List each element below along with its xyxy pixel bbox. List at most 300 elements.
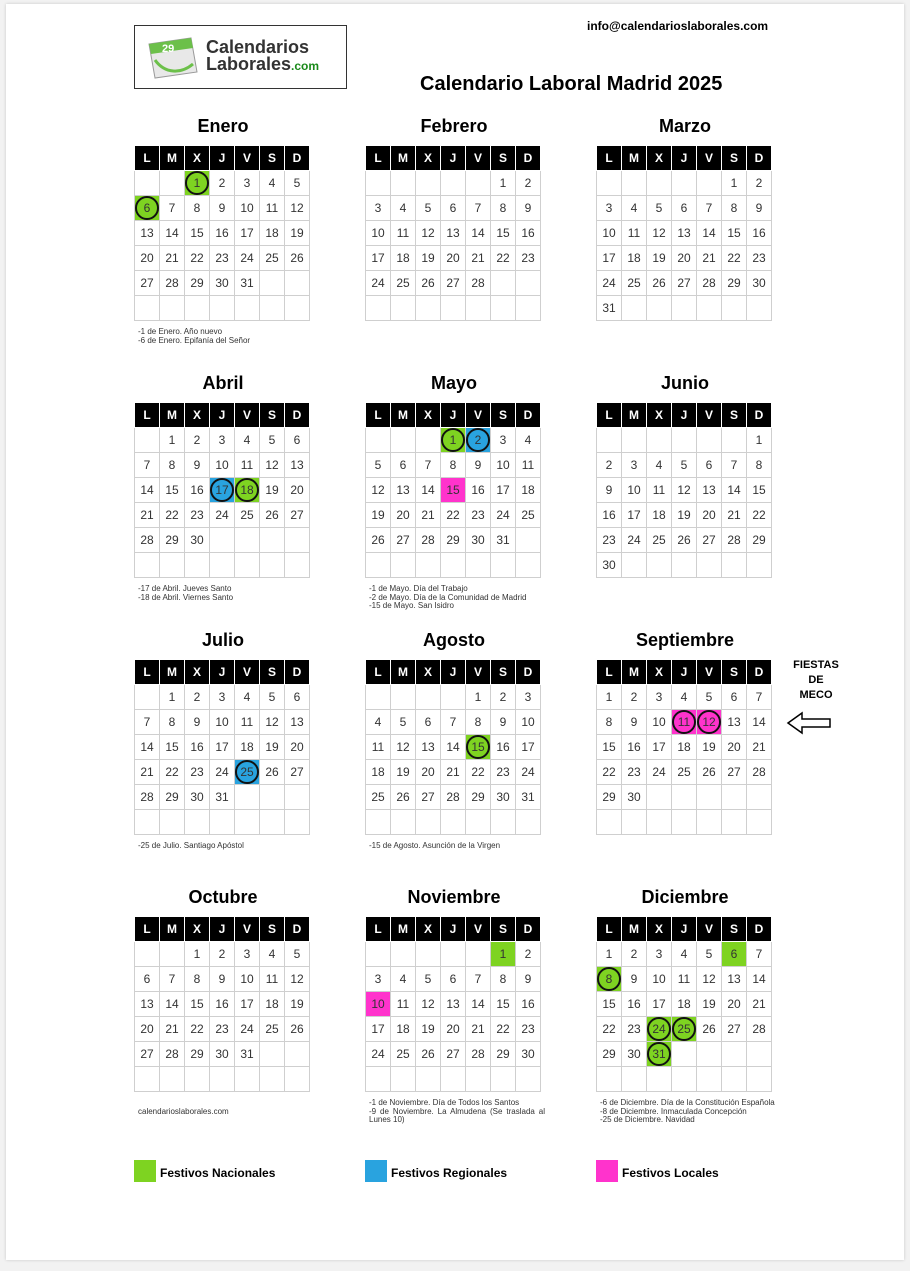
day-cell[interactable]: 23 — [622, 760, 647, 785]
day-cell[interactable]: 10 — [491, 453, 516, 478]
day-cell[interactable]: 23 — [516, 1017, 541, 1042]
day-cell[interactable]: 22 — [185, 246, 210, 271]
day-cell[interactable]: 22 — [441, 503, 466, 528]
day-cell[interactable]: 4 — [366, 710, 391, 735]
day-cell[interactable]: 12 — [697, 967, 722, 992]
day-cell[interactable]: 11 — [366, 735, 391, 760]
day-cell[interactable]: 15 — [160, 478, 185, 503]
day-cell[interactable]: 16 — [210, 992, 235, 1017]
day-cell[interactable]: 12 — [285, 967, 310, 992]
day-cell[interactable]: 26 — [285, 246, 310, 271]
day-cell[interactable]: 3 — [210, 685, 235, 710]
day-cell[interactable]: 26 — [285, 1017, 310, 1042]
day-cell[interactable]: 26 — [416, 1042, 441, 1067]
day-cell[interactable]: 6 — [285, 685, 310, 710]
day-cell[interactable]: 10 — [210, 710, 235, 735]
holiday-day-cell[interactable]: 17 — [210, 478, 235, 503]
day-cell[interactable]: 9 — [747, 196, 772, 221]
day-cell[interactable]: 10 — [235, 196, 260, 221]
day-cell[interactable]: 26 — [260, 503, 285, 528]
day-cell[interactable]: 9 — [516, 196, 541, 221]
day-cell[interactable]: 19 — [697, 735, 722, 760]
day-cell[interactable]: 27 — [391, 528, 416, 553]
day-cell[interactable]: 8 — [441, 453, 466, 478]
day-cell[interactable]: 13 — [441, 992, 466, 1017]
day-cell[interactable]: 22 — [185, 1017, 210, 1042]
day-cell[interactable]: 29 — [160, 528, 185, 553]
day-cell[interactable]: 3 — [622, 453, 647, 478]
day-cell[interactable]: 27 — [441, 1042, 466, 1067]
day-cell[interactable]: 25 — [235, 503, 260, 528]
day-cell[interactable]: 3 — [647, 685, 672, 710]
day-cell[interactable]: 30 — [185, 528, 210, 553]
day-cell[interactable]: 22 — [597, 760, 622, 785]
day-cell[interactable]: 19 — [366, 503, 391, 528]
day-cell[interactable]: 9 — [466, 453, 491, 478]
holiday-day-cell[interactable]: 24 — [647, 1017, 672, 1042]
day-cell[interactable]: 10 — [366, 221, 391, 246]
day-cell[interactable]: 2 — [597, 453, 622, 478]
day-cell[interactable]: 6 — [672, 196, 697, 221]
day-cell[interactable]: 6 — [722, 685, 747, 710]
day-cell[interactable]: 1 — [747, 428, 772, 453]
day-cell[interactable]: 27 — [416, 785, 441, 810]
day-cell[interactable]: 8 — [160, 710, 185, 735]
day-cell[interactable]: 23 — [210, 246, 235, 271]
day-cell[interactable]: 1 — [466, 685, 491, 710]
day-cell[interactable]: 18 — [516, 478, 541, 503]
day-cell[interactable]: 17 — [647, 735, 672, 760]
day-cell[interactable]: 4 — [622, 196, 647, 221]
day-cell[interactable]: 6 — [285, 428, 310, 453]
day-cell[interactable]: 11 — [391, 221, 416, 246]
day-cell[interactable]: 26 — [672, 528, 697, 553]
day-cell[interactable]: 25 — [622, 271, 647, 296]
day-cell[interactable]: 23 — [747, 246, 772, 271]
day-cell[interactable]: 21 — [441, 760, 466, 785]
day-cell[interactable]: 13 — [672, 221, 697, 246]
day-cell[interactable]: 25 — [672, 760, 697, 785]
day-cell[interactable]: 22 — [160, 503, 185, 528]
day-cell[interactable]: 16 — [210, 221, 235, 246]
day-cell[interactable]: 25 — [260, 1017, 285, 1042]
day-cell[interactable]: 21 — [466, 246, 491, 271]
day-cell[interactable]: 16 — [622, 992, 647, 1017]
day-cell[interactable]: 6 — [441, 967, 466, 992]
day-cell[interactable]: 15 — [722, 221, 747, 246]
day-cell[interactable]: 27 — [722, 760, 747, 785]
day-cell[interactable]: 27 — [285, 760, 310, 785]
day-cell[interactable]: 3 — [491, 428, 516, 453]
day-cell[interactable]: 8 — [722, 196, 747, 221]
day-cell[interactable]: 19 — [647, 246, 672, 271]
day-cell[interactable]: 29 — [466, 785, 491, 810]
day-cell[interactable]: 14 — [160, 992, 185, 1017]
day-cell[interactable]: 18 — [260, 221, 285, 246]
day-cell[interactable]: 27 — [135, 1042, 160, 1067]
day-cell[interactable]: 2 — [185, 428, 210, 453]
day-cell[interactable]: 26 — [416, 271, 441, 296]
holiday-day-cell[interactable]: 6 — [722, 942, 747, 967]
day-cell[interactable]: 3 — [235, 171, 260, 196]
day-cell[interactable]: 15 — [185, 221, 210, 246]
day-cell[interactable]: 28 — [416, 528, 441, 553]
day-cell[interactable]: 19 — [697, 992, 722, 1017]
day-cell[interactable]: 14 — [466, 992, 491, 1017]
day-cell[interactable]: 30 — [516, 1042, 541, 1067]
day-cell[interactable]: 22 — [722, 246, 747, 271]
day-cell[interactable]: 22 — [160, 760, 185, 785]
day-cell[interactable]: 11 — [235, 710, 260, 735]
holiday-day-cell[interactable]: 10 — [366, 992, 391, 1017]
day-cell[interactable]: 5 — [416, 196, 441, 221]
day-cell[interactable]: 6 — [441, 196, 466, 221]
day-cell[interactable]: 9 — [210, 967, 235, 992]
day-cell[interactable]: 5 — [672, 453, 697, 478]
day-cell[interactable]: 28 — [160, 1042, 185, 1067]
day-cell[interactable]: 22 — [747, 503, 772, 528]
day-cell[interactable]: 14 — [160, 221, 185, 246]
day-cell[interactable]: 21 — [466, 1017, 491, 1042]
day-cell[interactable]: 3 — [366, 196, 391, 221]
day-cell[interactable]: 5 — [285, 171, 310, 196]
day-cell[interactable]: 12 — [366, 478, 391, 503]
day-cell[interactable]: 20 — [135, 246, 160, 271]
day-cell[interactable]: 22 — [491, 1017, 516, 1042]
day-cell[interactable]: 13 — [285, 710, 310, 735]
day-cell[interactable]: 31 — [491, 528, 516, 553]
day-cell[interactable]: 1 — [160, 685, 185, 710]
day-cell[interactable]: 7 — [747, 685, 772, 710]
day-cell[interactable]: 28 — [747, 760, 772, 785]
day-cell[interactable]: 25 — [366, 785, 391, 810]
day-cell[interactable]: 29 — [597, 1042, 622, 1067]
day-cell[interactable]: 23 — [185, 503, 210, 528]
day-cell[interactable]: 7 — [441, 710, 466, 735]
day-cell[interactable]: 18 — [622, 246, 647, 271]
day-cell[interactable]: 19 — [672, 503, 697, 528]
day-cell[interactable]: 11 — [260, 196, 285, 221]
day-cell[interactable]: 19 — [416, 1017, 441, 1042]
day-cell[interactable]: 9 — [516, 967, 541, 992]
day-cell[interactable]: 24 — [210, 503, 235, 528]
day-cell[interactable]: 25 — [260, 246, 285, 271]
day-cell[interactable]: 17 — [491, 478, 516, 503]
day-cell[interactable]: 28 — [697, 271, 722, 296]
day-cell[interactable]: 27 — [672, 271, 697, 296]
day-cell[interactable]: 20 — [722, 992, 747, 1017]
day-cell[interactable]: 24 — [516, 760, 541, 785]
day-cell[interactable]: 20 — [441, 246, 466, 271]
day-cell[interactable]: 26 — [366, 528, 391, 553]
day-cell[interactable]: 22 — [491, 246, 516, 271]
day-cell[interactable]: 16 — [516, 221, 541, 246]
day-cell[interactable]: 3 — [647, 942, 672, 967]
day-cell[interactable]: 2 — [622, 685, 647, 710]
day-cell[interactable]: 15 — [597, 735, 622, 760]
day-cell[interactable]: 15 — [491, 221, 516, 246]
day-cell[interactable]: 10 — [597, 221, 622, 246]
day-cell[interactable]: 2 — [210, 942, 235, 967]
day-cell[interactable]: 26 — [260, 760, 285, 785]
day-cell[interactable]: 5 — [285, 942, 310, 967]
day-cell[interactable]: 23 — [210, 1017, 235, 1042]
holiday-day-cell[interactable]: 12 — [697, 710, 722, 735]
day-cell[interactable]: 20 — [285, 735, 310, 760]
day-cell[interactable]: 5 — [647, 196, 672, 221]
day-cell[interactable]: 15 — [491, 992, 516, 1017]
day-cell[interactable]: 4 — [516, 428, 541, 453]
day-cell[interactable]: 1 — [597, 942, 622, 967]
day-cell[interactable]: 5 — [697, 942, 722, 967]
holiday-day-cell[interactable]: 15 — [441, 478, 466, 503]
day-cell[interactable]: 28 — [722, 528, 747, 553]
day-cell[interactable]: 13 — [722, 967, 747, 992]
day-cell[interactable]: 28 — [160, 271, 185, 296]
day-cell[interactable]: 16 — [622, 735, 647, 760]
day-cell[interactable]: 17 — [647, 992, 672, 1017]
day-cell[interactable]: 30 — [622, 1042, 647, 1067]
day-cell[interactable]: 13 — [135, 992, 160, 1017]
day-cell[interactable]: 13 — [697, 478, 722, 503]
day-cell[interactable]: 20 — [672, 246, 697, 271]
day-cell[interactable]: 31 — [235, 271, 260, 296]
day-cell[interactable]: 7 — [160, 196, 185, 221]
day-cell[interactable]: 3 — [210, 428, 235, 453]
day-cell[interactable]: 14 — [697, 221, 722, 246]
day-cell[interactable]: 20 — [722, 735, 747, 760]
day-cell[interactable]: 27 — [285, 503, 310, 528]
day-cell[interactable]: 26 — [697, 760, 722, 785]
day-cell[interactable]: 2 — [747, 171, 772, 196]
day-cell[interactable]: 18 — [672, 992, 697, 1017]
day-cell[interactable]: 7 — [747, 942, 772, 967]
day-cell[interactable]: 13 — [285, 453, 310, 478]
day-cell[interactable]: 17 — [597, 246, 622, 271]
day-cell[interactable]: 20 — [416, 760, 441, 785]
day-cell[interactable]: 2 — [516, 942, 541, 967]
holiday-day-cell[interactable]: 6 — [135, 196, 160, 221]
holiday-day-cell[interactable]: 8 — [597, 967, 622, 992]
day-cell[interactable]: 21 — [722, 503, 747, 528]
holiday-day-cell[interactable]: 25 — [672, 1017, 697, 1042]
day-cell[interactable]: 30 — [622, 785, 647, 810]
day-cell[interactable]: 27 — [135, 271, 160, 296]
day-cell[interactable]: 9 — [597, 478, 622, 503]
day-cell[interactable]: 12 — [285, 196, 310, 221]
day-cell[interactable]: 17 — [516, 735, 541, 760]
day-cell[interactable]: 17 — [622, 503, 647, 528]
day-cell[interactable]: 4 — [647, 453, 672, 478]
day-cell[interactable]: 15 — [185, 992, 210, 1017]
day-cell[interactable]: 14 — [747, 710, 772, 735]
day-cell[interactable]: 24 — [210, 760, 235, 785]
day-cell[interactable]: 2 — [185, 685, 210, 710]
day-cell[interactable]: 19 — [260, 735, 285, 760]
day-cell[interactable]: 7 — [416, 453, 441, 478]
day-cell[interactable]: 1 — [160, 428, 185, 453]
holiday-day-cell[interactable]: 1 — [491, 942, 516, 967]
day-cell[interactable]: 29 — [747, 528, 772, 553]
day-cell[interactable]: 9 — [622, 710, 647, 735]
day-cell[interactable]: 15 — [747, 478, 772, 503]
day-cell[interactable]: 13 — [416, 735, 441, 760]
day-cell[interactable]: 23 — [622, 1017, 647, 1042]
holiday-day-cell[interactable]: 11 — [672, 710, 697, 735]
holiday-day-cell[interactable]: 18 — [235, 478, 260, 503]
day-cell[interactable]: 31 — [210, 785, 235, 810]
day-cell[interactable]: 28 — [466, 271, 491, 296]
day-cell[interactable]: 16 — [466, 478, 491, 503]
day-cell[interactable]: 12 — [260, 453, 285, 478]
day-cell[interactable]: 24 — [597, 271, 622, 296]
day-cell[interactable]: 18 — [672, 735, 697, 760]
day-cell[interactable]: 3 — [597, 196, 622, 221]
day-cell[interactable]: 14 — [747, 967, 772, 992]
day-cell[interactable]: 30 — [597, 553, 622, 578]
day-cell[interactable]: 10 — [647, 967, 672, 992]
day-cell[interactable]: 11 — [391, 992, 416, 1017]
day-cell[interactable]: 9 — [622, 967, 647, 992]
day-cell[interactable]: 21 — [160, 1017, 185, 1042]
day-cell[interactable]: 10 — [622, 478, 647, 503]
holiday-day-cell[interactable]: 1 — [441, 428, 466, 453]
day-cell[interactable]: 21 — [416, 503, 441, 528]
day-cell[interactable]: 17 — [366, 1017, 391, 1042]
day-cell[interactable]: 13 — [391, 478, 416, 503]
day-cell[interactable]: 28 — [135, 528, 160, 553]
day-cell[interactable]: 22 — [597, 1017, 622, 1042]
day-cell[interactable]: 8 — [185, 196, 210, 221]
day-cell[interactable]: 24 — [647, 760, 672, 785]
day-cell[interactable]: 4 — [235, 428, 260, 453]
holiday-day-cell[interactable]: 15 — [466, 735, 491, 760]
day-cell[interactable]: 2 — [622, 942, 647, 967]
day-cell[interactable]: 20 — [441, 1017, 466, 1042]
day-cell[interactable]: 10 — [235, 967, 260, 992]
holiday-day-cell[interactable]: 2 — [466, 428, 491, 453]
day-cell[interactable]: 25 — [391, 1042, 416, 1067]
day-cell[interactable]: 16 — [597, 503, 622, 528]
day-cell[interactable]: 6 — [135, 967, 160, 992]
holiday-day-cell[interactable]: 31 — [647, 1042, 672, 1067]
day-cell[interactable]: 24 — [366, 271, 391, 296]
day-cell[interactable]: 12 — [391, 735, 416, 760]
day-cell[interactable]: 27 — [441, 271, 466, 296]
day-cell[interactable]: 18 — [391, 1017, 416, 1042]
day-cell[interactable]: 30 — [210, 271, 235, 296]
day-cell[interactable]: 10 — [516, 710, 541, 735]
day-cell[interactable]: 24 — [235, 246, 260, 271]
day-cell[interactable]: 25 — [516, 503, 541, 528]
day-cell[interactable]: 12 — [260, 710, 285, 735]
day-cell[interactable]: 1 — [597, 685, 622, 710]
day-cell[interactable]: 12 — [647, 221, 672, 246]
day-cell[interactable]: 11 — [622, 221, 647, 246]
day-cell[interactable]: 18 — [391, 246, 416, 271]
day-cell[interactable]: 20 — [135, 1017, 160, 1042]
day-cell[interactable]: 15 — [160, 735, 185, 760]
day-cell[interactable]: 6 — [697, 453, 722, 478]
day-cell[interactable]: 12 — [416, 992, 441, 1017]
day-cell[interactable]: 29 — [597, 785, 622, 810]
day-cell[interactable]: 4 — [391, 196, 416, 221]
day-cell[interactable]: 25 — [391, 271, 416, 296]
day-cell[interactable]: 3 — [366, 967, 391, 992]
day-cell[interactable]: 1 — [722, 171, 747, 196]
day-cell[interactable]: 29 — [491, 1042, 516, 1067]
day-cell[interactable]: 3 — [235, 942, 260, 967]
day-cell[interactable]: 8 — [466, 710, 491, 735]
day-cell[interactable]: 8 — [747, 453, 772, 478]
day-cell[interactable]: 26 — [647, 271, 672, 296]
day-cell[interactable]: 18 — [260, 992, 285, 1017]
day-cell[interactable]: 11 — [672, 967, 697, 992]
day-cell[interactable]: 12 — [416, 221, 441, 246]
day-cell[interactable]: 19 — [285, 221, 310, 246]
day-cell[interactable]: 9 — [185, 453, 210, 478]
day-cell[interactable]: 13 — [441, 221, 466, 246]
day-cell[interactable]: 9 — [185, 710, 210, 735]
day-cell[interactable]: 23 — [597, 528, 622, 553]
day-cell[interactable]: 23 — [466, 503, 491, 528]
day-cell[interactable]: 5 — [697, 685, 722, 710]
day-cell[interactable]: 18 — [647, 503, 672, 528]
day-cell[interactable]: 16 — [185, 735, 210, 760]
day-cell[interactable]: 16 — [516, 992, 541, 1017]
day-cell[interactable]: 14 — [135, 735, 160, 760]
day-cell[interactable]: 29 — [160, 785, 185, 810]
day-cell[interactable]: 11 — [516, 453, 541, 478]
day-cell[interactable]: 3 — [516, 685, 541, 710]
day-cell[interactable]: 29 — [185, 1042, 210, 1067]
day-cell[interactable]: 23 — [516, 246, 541, 271]
day-cell[interactable]: 4 — [672, 942, 697, 967]
day-cell[interactable]: 4 — [260, 171, 285, 196]
day-cell[interactable]: 15 — [597, 992, 622, 1017]
day-cell[interactable]: 2 — [516, 171, 541, 196]
day-cell[interactable]: 29 — [441, 528, 466, 553]
day-cell[interactable]: 5 — [416, 967, 441, 992]
day-cell[interactable]: 7 — [160, 967, 185, 992]
day-cell[interactable]: 28 — [441, 785, 466, 810]
day-cell[interactable]: 19 — [416, 246, 441, 271]
day-cell[interactable]: 7 — [466, 967, 491, 992]
day-cell[interactable]: 2 — [210, 171, 235, 196]
day-cell[interactable]: 6 — [391, 453, 416, 478]
day-cell[interactable]: 17 — [235, 992, 260, 1017]
day-cell[interactable]: 4 — [391, 967, 416, 992]
day-cell[interactable]: 1 — [491, 171, 516, 196]
day-cell[interactable]: 7 — [697, 196, 722, 221]
day-cell[interactable]: 7 — [135, 710, 160, 735]
day-cell[interactable]: 28 — [747, 1017, 772, 1042]
day-cell[interactable]: 8 — [491, 196, 516, 221]
day-cell[interactable]: 8 — [597, 710, 622, 735]
day-cell[interactable]: 31 — [597, 296, 622, 321]
contact-email[interactable]: info@calendarioslaborales.com — [587, 19, 769, 33]
day-cell[interactable]: 10 — [647, 710, 672, 735]
day-cell[interactable]: 21 — [747, 735, 772, 760]
day-cell[interactable]: 16 — [747, 221, 772, 246]
day-cell[interactable]: 16 — [491, 735, 516, 760]
day-cell[interactable]: 23 — [491, 760, 516, 785]
holiday-day-cell[interactable]: 25 — [235, 760, 260, 785]
day-cell[interactable]: 11 — [260, 967, 285, 992]
day-cell[interactable]: 28 — [135, 785, 160, 810]
day-cell[interactable]: 14 — [416, 478, 441, 503]
day-cell[interactable]: 31 — [235, 1042, 260, 1067]
